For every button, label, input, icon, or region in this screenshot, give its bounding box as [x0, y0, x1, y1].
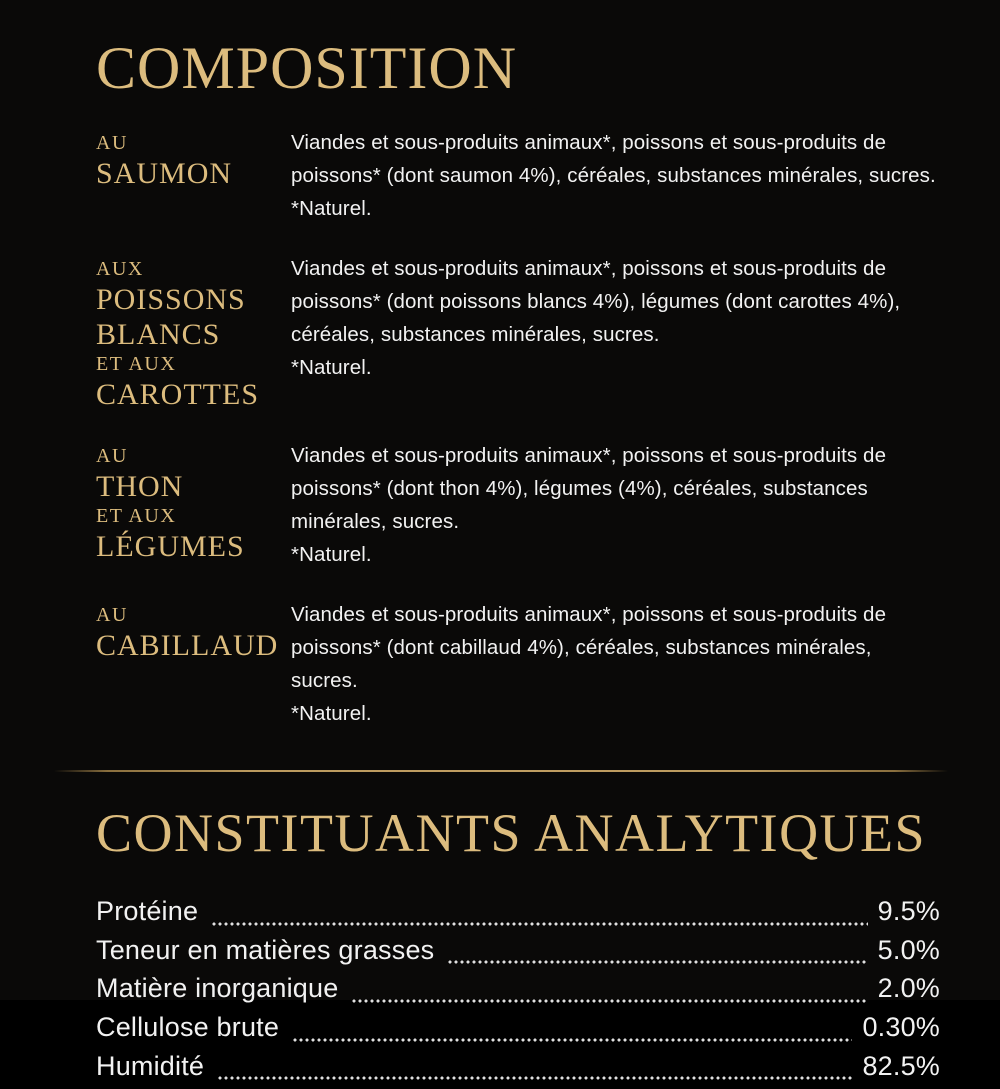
- variant-name-thon-legumes: [96, 439, 291, 564]
- analytical-title: CONSTITUANTS ANALYTIQUES: [96, 803, 927, 864]
- variant-line: CAROTTES: [96, 378, 260, 412]
- constituent-value: 0.30%: [862, 1012, 940, 1043]
- constituent-value: 5.0%: [877, 934, 940, 965]
- constituent-label: Teneur en matières grasses: [96, 934, 435, 965]
- natural-note: *Naturel.: [291, 702, 372, 726]
- variant-line: AU: [96, 445, 128, 468]
- variant-line: ET AUX: [96, 353, 177, 376]
- ingredients-text: Viandes et sous-produits animaux*, poissons et sous-produits de poissons* (dont thon 4%), légumes (4%), céréales, substances minérales, sucres.: [291, 444, 887, 534]
- constituent-row-cellulose-brute: [96, 1012, 940, 1051]
- variant-name-cabillaud: [96, 598, 291, 663]
- constituent-label: Humidité: [96, 1050, 205, 1081]
- section-divider: [54, 770, 948, 772]
- variant-line: AU: [96, 132, 128, 154]
- variant-line: CABILLAUD: [96, 629, 279, 663]
- dot-leader: [293, 1038, 852, 1042]
- variant-line: AUX: [96, 258, 144, 280]
- analytical-constituents-list: [96, 896, 940, 1089]
- natural-note: *Naturel.: [291, 543, 372, 567]
- constituent-row-humidite: [96, 1051, 940, 1089]
- constituent-label: Matière inorganique: [96, 973, 339, 1004]
- constituent-value: 9.5%: [877, 896, 940, 927]
- ingredients-thon-legumes: [291, 439, 940, 571]
- dot-leader: [212, 922, 867, 926]
- variant-name-poissons-blancs-carottes: [96, 252, 291, 412]
- variant-line: BLANCS: [96, 318, 221, 352]
- constituent-value: 2.0%: [877, 973, 940, 1004]
- dot-leader: [352, 999, 867, 1003]
- ingredients-text: Viandes et sous-produits animaux*, poissons et sous-produits de poissons* (dont saumon 4%), céréales, substances minérales, sucres.: [291, 131, 936, 187]
- composition-sections: [96, 126, 940, 730]
- variant-line: THON: [96, 470, 184, 504]
- variant-line: POISSONS: [96, 283, 246, 316]
- constituent-value: 82.5%: [862, 1050, 940, 1081]
- natural-note: *Naturel.: [291, 197, 372, 220]
- constituent-row-matieres-grasses: [96, 935, 940, 974]
- ingredients-saumon: [291, 126, 940, 225]
- variant-line: LÉGUMES: [96, 530, 245, 564]
- ingredients-poissons-blancs-carottes: [291, 252, 940, 384]
- natural-note: *Naturel.: [291, 356, 372, 379]
- constituent-row-matiere-inorganique: [96, 973, 940, 1012]
- composition-title: COMPOSITION: [96, 35, 518, 101]
- constituent-label: Cellulose brute: [96, 1012, 280, 1043]
- ingredients-text: Viandes et sous-produits animaux*, poissons et sous-produits de poissons* (dont poissons blancs 4%), légumes (dont carottes 4%), céréales, substances minérales, sucres.: [291, 257, 901, 346]
- variant-line: SAUMON: [96, 157, 233, 190]
- variant-line: AU: [96, 604, 128, 627]
- variant-line: ET AUX: [96, 505, 177, 528]
- variant-name-saumon: [96, 126, 291, 191]
- dot-leader: [448, 960, 867, 964]
- constituent-label: Protéine: [96, 896, 199, 927]
- ingredients-cabillaud: [291, 598, 940, 730]
- dot-leader: [218, 1076, 852, 1080]
- constituent-row-proteine: [96, 896, 940, 935]
- ingredients-text: Viandes et sous-produits animaux*, poissons et sous-produits de poissons* (dont cabillaud 4%), céréales, substances minérales, sucres.: [291, 603, 887, 693]
